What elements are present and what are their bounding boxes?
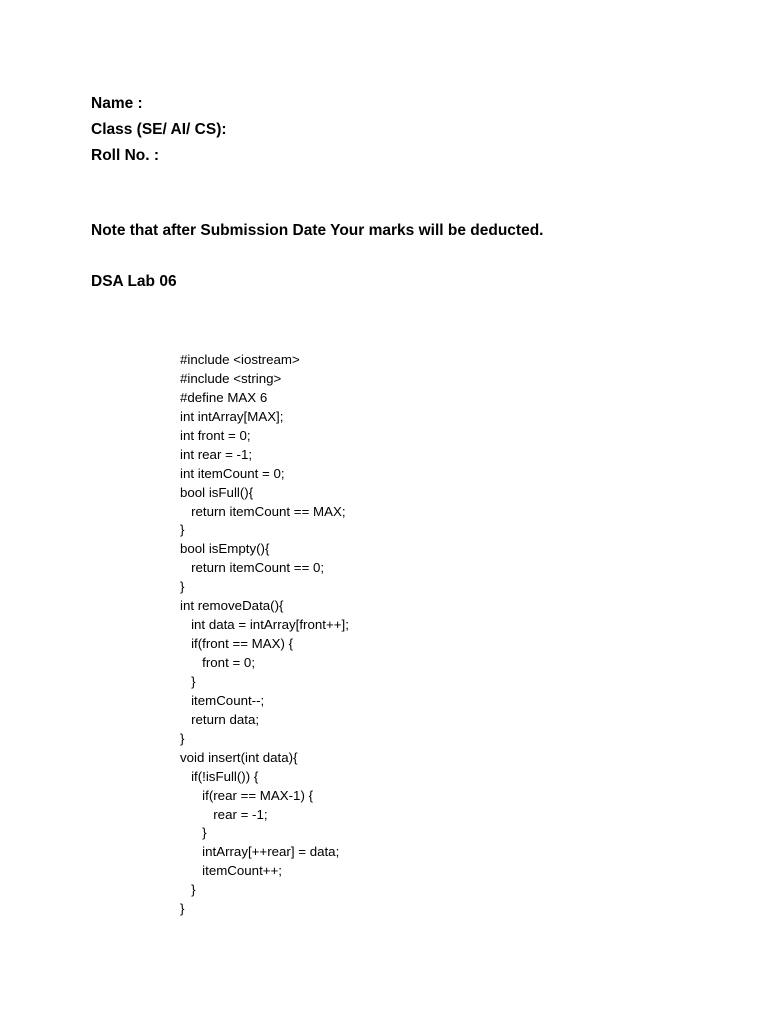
code-line: rear = -1; — [180, 806, 268, 822]
code-line: itemCount++; — [180, 863, 282, 879]
code-line: void insert(int data){ — [180, 749, 298, 765]
code-line: int front = 0; — [180, 427, 251, 443]
class-field-label: Class (SE/ AI/ CS): — [91, 121, 227, 138]
submission-note: Note that after Submission Date Your marks will be deducted. — [91, 222, 544, 239]
name-field-label: Name : — [91, 95, 143, 112]
code-line: } — [180, 673, 196, 689]
roll-number-field-label: Roll No. : — [91, 147, 160, 164]
code-line: int removeData(){ — [180, 598, 284, 614]
code-line: return itemCount == 0; — [180, 560, 325, 576]
code-line: } — [180, 522, 185, 538]
code-line: int rear = -1; — [180, 446, 253, 462]
code-line: if(rear == MAX-1) { — [180, 787, 314, 803]
code-line: return data; — [180, 711, 260, 727]
code-line: return itemCount == MAX; — [180, 503, 346, 519]
code-line: if(front == MAX) { — [180, 636, 294, 652]
code-line: if(!isFull()) { — [180, 768, 259, 784]
code-line: #include <string> — [180, 370, 282, 386]
code-listing — [180, 351, 660, 919]
code-line: intArray[++rear] = data; — [180, 844, 340, 860]
code-line: } — [180, 901, 185, 917]
code-line: itemCount--; — [180, 692, 265, 708]
code-line: #define MAX 6 — [180, 389, 268, 405]
code-line: } — [180, 730, 185, 746]
code-line: bool isEmpty(){ — [180, 541, 270, 557]
code-line: front = 0; — [180, 655, 256, 670]
code-line: } — [180, 579, 185, 595]
code-line: int intArray[MAX]; — [180, 408, 284, 424]
lab-title: DSA Lab 06 — [91, 273, 177, 290]
code-line: bool isFull(){ — [180, 484, 254, 500]
code-line: #include <iostream> — [180, 352, 300, 367]
code-line: } — [180, 882, 196, 898]
code-line: } — [180, 825, 207, 841]
code-line: int data = intArray[front++]; — [180, 617, 349, 633]
student-info-fields — [91, 92, 651, 170]
code-line: int itemCount = 0; — [180, 465, 285, 481]
